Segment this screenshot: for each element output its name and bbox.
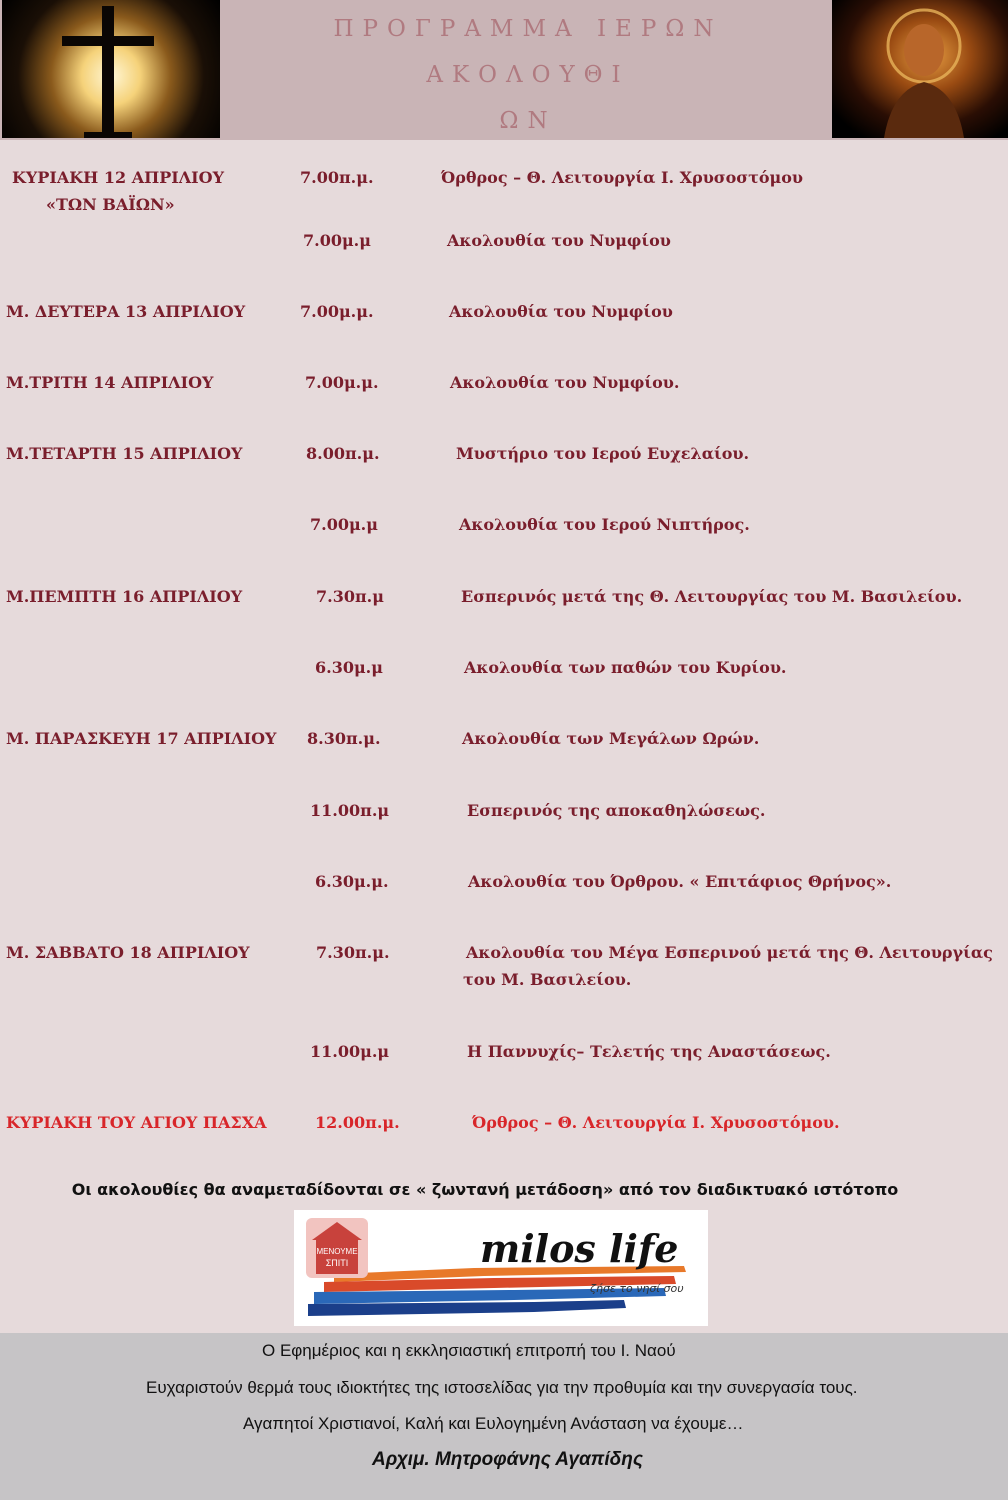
schedule-time: 7.30π.μ: [316, 587, 384, 606]
schedule-time: 8.30π.μ.: [307, 729, 381, 748]
footer-message: [0, 1333, 1008, 1500]
schedule-service: Ακολουθία των Μεγάλων Ωρών.: [462, 729, 760, 748]
logo-graphic: [294, 1210, 708, 1326]
schedule-time: 11.00π.μ: [310, 801, 390, 820]
schedule-time: 7.00μ.μ.: [300, 302, 374, 321]
logo-brand-text: milos life: [480, 1226, 679, 1271]
schedule-day: Μ. ΠΑΡΑΣΚΕΥΗ 17 ΑΠΡΙΛΙΟΥ: [6, 729, 277, 748]
schedule-time: 6.30μ.μ.: [315, 872, 389, 891]
schedule-day: ΚΥΡΙΑΚΗ 12 ΑΠΡΙΛΙΟΥ: [12, 168, 224, 187]
schedule-time: 6.30μ.μ: [315, 658, 383, 677]
schedule-time: 7.00μ.μ: [303, 231, 371, 250]
schedule-day-easter: ΚΥΡΙΑΚΗ ΤΟΥ ΑΓΙΟΥ ΠΑΣΧΑ: [6, 1113, 267, 1132]
schedule-service-continued: του Μ. Βασιλείου.: [463, 970, 632, 989]
crucifix-image: [2, 0, 220, 138]
schedule-service: Ακολουθία του Όρθρου. « Επιτάφιος Θρήνος».: [468, 872, 892, 891]
page-title: [228, 6, 828, 144]
cross-icon: [2, 0, 220, 138]
schedule-day-subtitle: «ΤΩΝ ΒΑΪΩΝ»: [46, 195, 175, 214]
schedule-service: Ακολουθία του Νυμφίου.: [450, 373, 680, 392]
logo-tagline: ζήσε το νησί σου: [590, 1282, 684, 1295]
schedule-service: Ακολουθία του Νυμφίου: [449, 302, 673, 321]
schedule-day: Μ. ΔΕΥΤΕΡΑ 13 ΑΠΡΙΛΙΟΥ: [6, 302, 246, 321]
header-banner: [0, 0, 1008, 140]
footer-signature: Αρχιμ. Μητροφάνης Αγαπίδης: [372, 1449, 643, 1470]
footer-line-3: Αγαπητοί Χριστιανοί, Καλή και Ευλογημένη Ανάσταση να έχουμε…: [243, 1414, 744, 1433]
schedule-service: Εσπερινός μετά της Θ. Λειτουργίας του Μ. Βασιλείου.: [461, 587, 963, 606]
title-line-2: ΩΝ: [499, 108, 557, 134]
schedule-service: Μυστήριο του Ιερού Ευχελαίου.: [456, 444, 750, 463]
schedule-time: 7.30π.μ.: [316, 943, 390, 962]
icon-christ-image: [832, 0, 1008, 138]
logo-badge-line2: ΣΠΙΤΙ: [325, 1258, 349, 1268]
schedule-service-easter: Όρθρος – Θ. Λειτουργία Ι. Χρυσοστόμου.: [472, 1113, 840, 1132]
footer-line-2: Ευχαριστούν θερμά τους ιδιοκτήτες της ιστοσελίδας για την προθυμία και την συνεργασία τους.: [146, 1378, 858, 1397]
schedule-service: Ακολουθία του Νυμφίου: [447, 231, 671, 250]
schedule-day: Μ. ΣΑΒΒΑΤΟ 18 ΑΠΡΙΛΙΟΥ: [6, 943, 250, 962]
schedule-day: Μ.ΤΕΤΑΡΤΗ 15 ΑΠΡΙΛΙΟΥ: [6, 444, 243, 463]
schedule-day: Μ.ΠΕΜΠΤΗ 16 ΑΠΡΙΛΙΟΥ: [6, 587, 243, 606]
schedule-time: 7.00π.μ.: [300, 168, 374, 187]
schedule-time: 7.00μ.μ.: [305, 373, 379, 392]
schedule-time: 7.00μ.μ: [310, 515, 378, 534]
schedule-service: Ακολουθία του Ιερού Νιπτήρος.: [459, 515, 750, 534]
schedule-day: Μ.ΤΡΙΤΗ 14 ΑΠΡΙΛΙΟΥ: [6, 373, 214, 392]
schedule-service: Όρθρος – Θ. Λειτουργία Ι. Χρυσοστόμου: [441, 168, 803, 187]
halo-icon: [832, 0, 1008, 138]
schedule-time: 11.00μ.μ: [310, 1042, 390, 1061]
footer-line-1: Ο Εφημέριος και η εκκλησιαστική επιτροπή του Ι. Ναού: [262, 1341, 676, 1360]
schedule-time: 8.00π.μ.: [306, 444, 380, 463]
schedule-service: Ακολουθία του Μέγα Εσπερινού μετά της Θ. Λειτουργίας: [466, 943, 993, 962]
broadcast-notice: Οι ακολουθίες θα αναμεταδίδονται σε « ζωντανή μετάδοση» από τον διαδικτυακό ιστότοπο: [71, 1180, 899, 1199]
logo-badge-line1: ΜΕΝΟΥΜΕ: [316, 1247, 358, 1256]
title-line-1: ΠΡΟΓΡΑΜΜΑ ΙΕΡΩΝ ΑΚΟΛΟΥΘΙ: [333, 16, 723, 88]
schedule-time-easter: 12.00π.μ.: [315, 1113, 400, 1132]
schedule-service: Εσπερινός της αποκαθηλώσεως.: [467, 801, 766, 820]
schedule-service: Ακολουθία των παθών του Κυρίου.: [464, 658, 787, 677]
milos-life-logo: [294, 1210, 708, 1326]
schedule-service: Η Παννυχίς– Τελετής της Αναστάσεως.: [467, 1042, 831, 1061]
